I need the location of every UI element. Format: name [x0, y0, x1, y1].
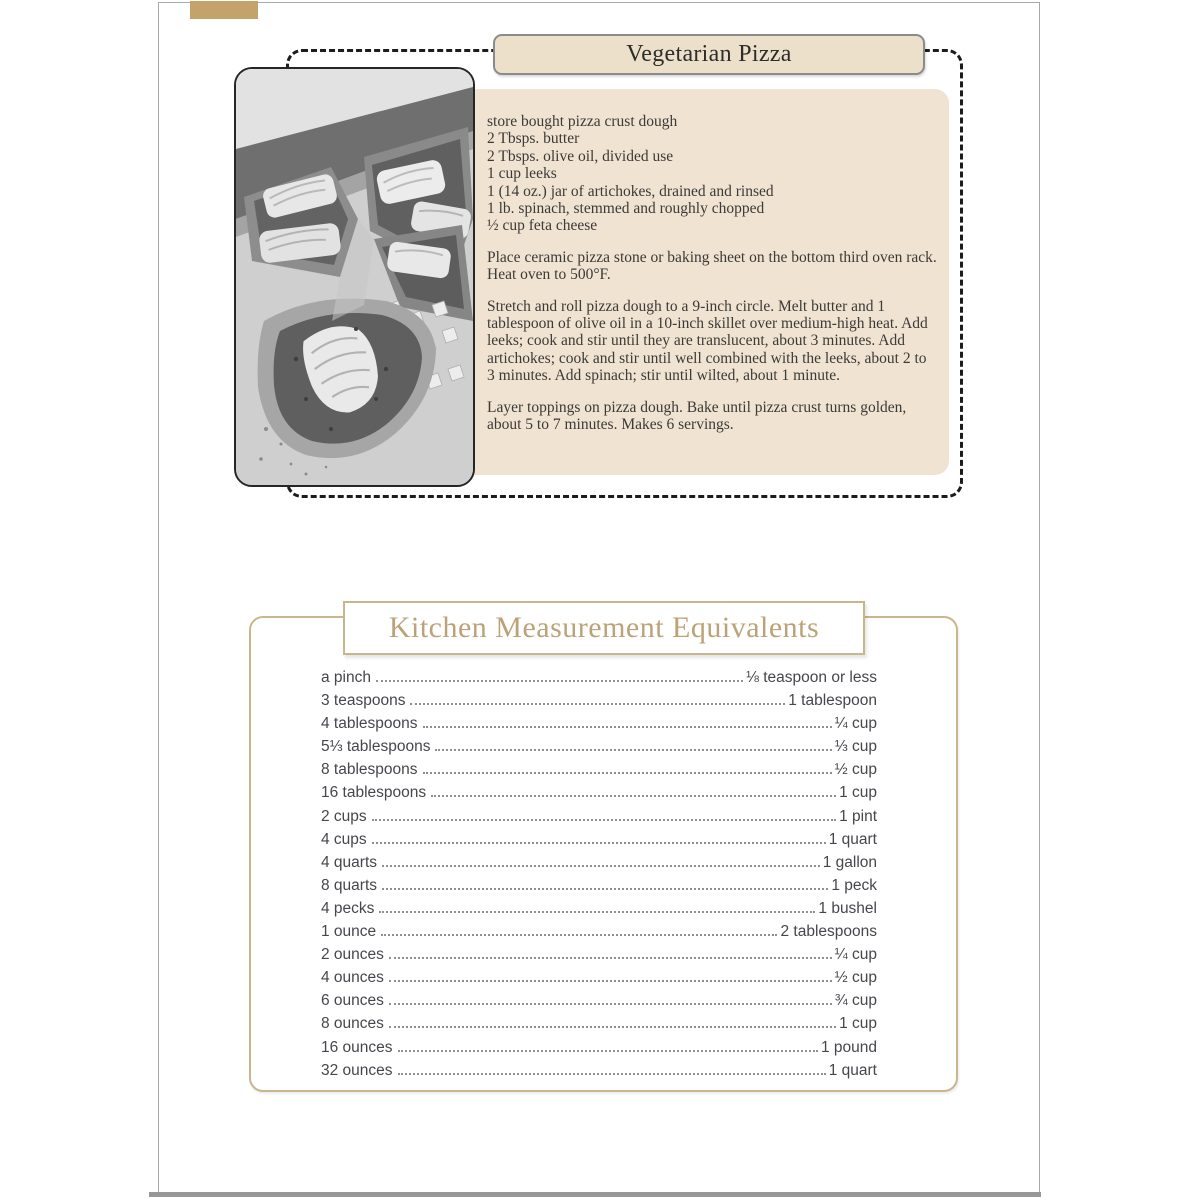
ingredient-line: 2 Tbsps. butter: [487, 130, 580, 148]
ingredient-list: [487, 113, 937, 235]
dot-leader: [372, 819, 836, 821]
dot-leader: [431, 795, 836, 797]
measure-from: 4 cups: [321, 830, 367, 848]
equivalents-table: [321, 669, 877, 1085]
measure-to: 1 quart: [828, 830, 877, 848]
equivalents-row: [321, 900, 877, 923]
measure-to: ⅛ teaspoon or less: [746, 669, 877, 686]
recipe-text: [487, 113, 937, 434]
ingredient-line: 1 lb. spinach, stemmed and roughly chopped: [487, 200, 765, 218]
equivalents-row: [321, 669, 877, 692]
measure-from: 32 ounces: [321, 1061, 393, 1079]
dot-leader: [389, 957, 832, 959]
measure-from: a pinch: [321, 669, 371, 686]
measure-to: ¼ cup: [834, 946, 877, 964]
instruction-step: Layer toppings on pizza dough. Bake until pizza crust turns golden, about 5 to 7 minutes. Makes 6 servings.: [487, 398, 907, 434]
equivalents-title: Kitchen Measurement Equivalents: [388, 611, 820, 644]
equivalents-row: [321, 1015, 877, 1038]
measure-to: ¼ cup: [834, 715, 877, 733]
book-page: [158, 2, 1040, 1193]
measure-from: 8 tablespoons: [321, 761, 418, 779]
measure-from: 5⅓ tablespoons: [321, 738, 431, 756]
ingredient-line: 2 Tbsps. olive oil, divided use: [487, 147, 674, 165]
equivalents-row: [321, 692, 877, 715]
equivalents-row: [321, 877, 877, 900]
equivalents-row: [321, 715, 877, 738]
equivalents-row: [321, 808, 877, 831]
instruction-steps: [487, 249, 937, 434]
instruction-step: Stretch and roll pizza dough to a 9-inch circle. Melt butter and 1 tablespoon of olive oil in a 10-inch skillet over medium-high heat. Add leeks; cook and stir until they are translucent, about 3 minutes. Add artichokes; cook and stir until well combined with the leeks, about 2 to 3 minutes. Add spinach; stir until wilted, about 1 minute.: [487, 297, 928, 385]
dot-leader: [382, 888, 828, 890]
equivalents-row: [321, 1039, 877, 1062]
measure-from: 16 tablespoons: [321, 784, 427, 802]
measure-to: 1 pound: [820, 1038, 877, 1056]
measure-from: 6 ounces: [321, 992, 384, 1010]
dot-leader: [410, 703, 785, 705]
equivalents-row: [321, 854, 877, 877]
measure-to: 1 peck: [831, 876, 877, 894]
recipe-title-box: [493, 34, 925, 75]
measure-from: 4 quarts: [321, 853, 378, 871]
measure-to: 2 tablespoons: [780, 923, 877, 941]
dot-leader: [376, 680, 743, 682]
dot-leader: [389, 980, 832, 982]
equivalents-title-box: [343, 601, 865, 655]
equivalents-row: [321, 1062, 877, 1085]
measure-to: ½ cup: [834, 969, 877, 987]
measure-to: ⅓ cup: [834, 738, 877, 756]
equivalents-row: [321, 738, 877, 761]
ingredient-line: store bought pizza crust dough: [487, 113, 678, 130]
instruction-step: Place ceramic pizza stone or baking sheet on the bottom third oven rack. Heat oven to 500°F.: [487, 248, 937, 284]
measure-to: 1 gallon: [822, 853, 877, 871]
measure-to: 1 cup: [839, 1015, 877, 1033]
ingredient-line: ½ cup feta cheese: [487, 217, 598, 235]
measure-to: 1 quart: [828, 1061, 877, 1079]
equivalents-row: [321, 784, 877, 807]
measure-from: 8 ounces: [321, 1015, 384, 1033]
equivalents-row: [321, 923, 877, 946]
measure-to: 1 tablespoon: [788, 692, 877, 710]
equivalents-row: [321, 761, 877, 784]
recipe-photo: [234, 67, 475, 487]
recipe-panel: [459, 89, 949, 475]
measure-from: 3 teaspoons: [321, 692, 406, 710]
dot-leader: [372, 842, 826, 844]
measure-to: ¾ cup: [834, 992, 877, 1010]
dot-leader: [398, 1073, 826, 1075]
equivalents-row: [321, 946, 877, 969]
corner-tab: [190, 1, 258, 19]
page-bottom-edge: [149, 1192, 1041, 1197]
ingredient-line: 1 cup leeks: [487, 165, 557, 183]
measure-from: 4 pecks: [321, 899, 375, 917]
measure-from: 2 ounces: [321, 946, 384, 964]
dot-leader: [389, 1026, 836, 1028]
measure-to: 1 cup: [839, 784, 877, 802]
measure-from: 4 ounces: [321, 969, 384, 987]
dot-leader: [381, 934, 777, 936]
measure-to: 1 pint: [839, 807, 877, 825]
ingredient-line: 1 (14 oz.) jar of artichokes, drained and rinsed: [487, 182, 774, 200]
dot-leader: [398, 1050, 818, 1052]
dot-leader: [423, 772, 832, 774]
measure-from: 4 tablespoons: [321, 715, 418, 733]
measure-to: 1 bushel: [818, 899, 877, 917]
equivalents-row: [321, 992, 877, 1015]
dot-leader: [382, 865, 820, 867]
dot-leader: [435, 749, 831, 751]
measure-from: 1 ounce: [321, 923, 377, 941]
recipe-title: Vegetarian Pizza: [626, 41, 792, 67]
dot-leader: [423, 726, 832, 728]
measure-from: 16 ounces: [321, 1038, 393, 1056]
dot-leader: [379, 911, 815, 913]
measure-to: ½ cup: [834, 761, 877, 779]
equivalents-row: [321, 969, 877, 992]
measure-from: 8 quarts: [321, 876, 378, 894]
dot-leader: [389, 1003, 832, 1005]
equivalents-row: [321, 831, 877, 854]
measure-from: 2 cups: [321, 807, 367, 825]
